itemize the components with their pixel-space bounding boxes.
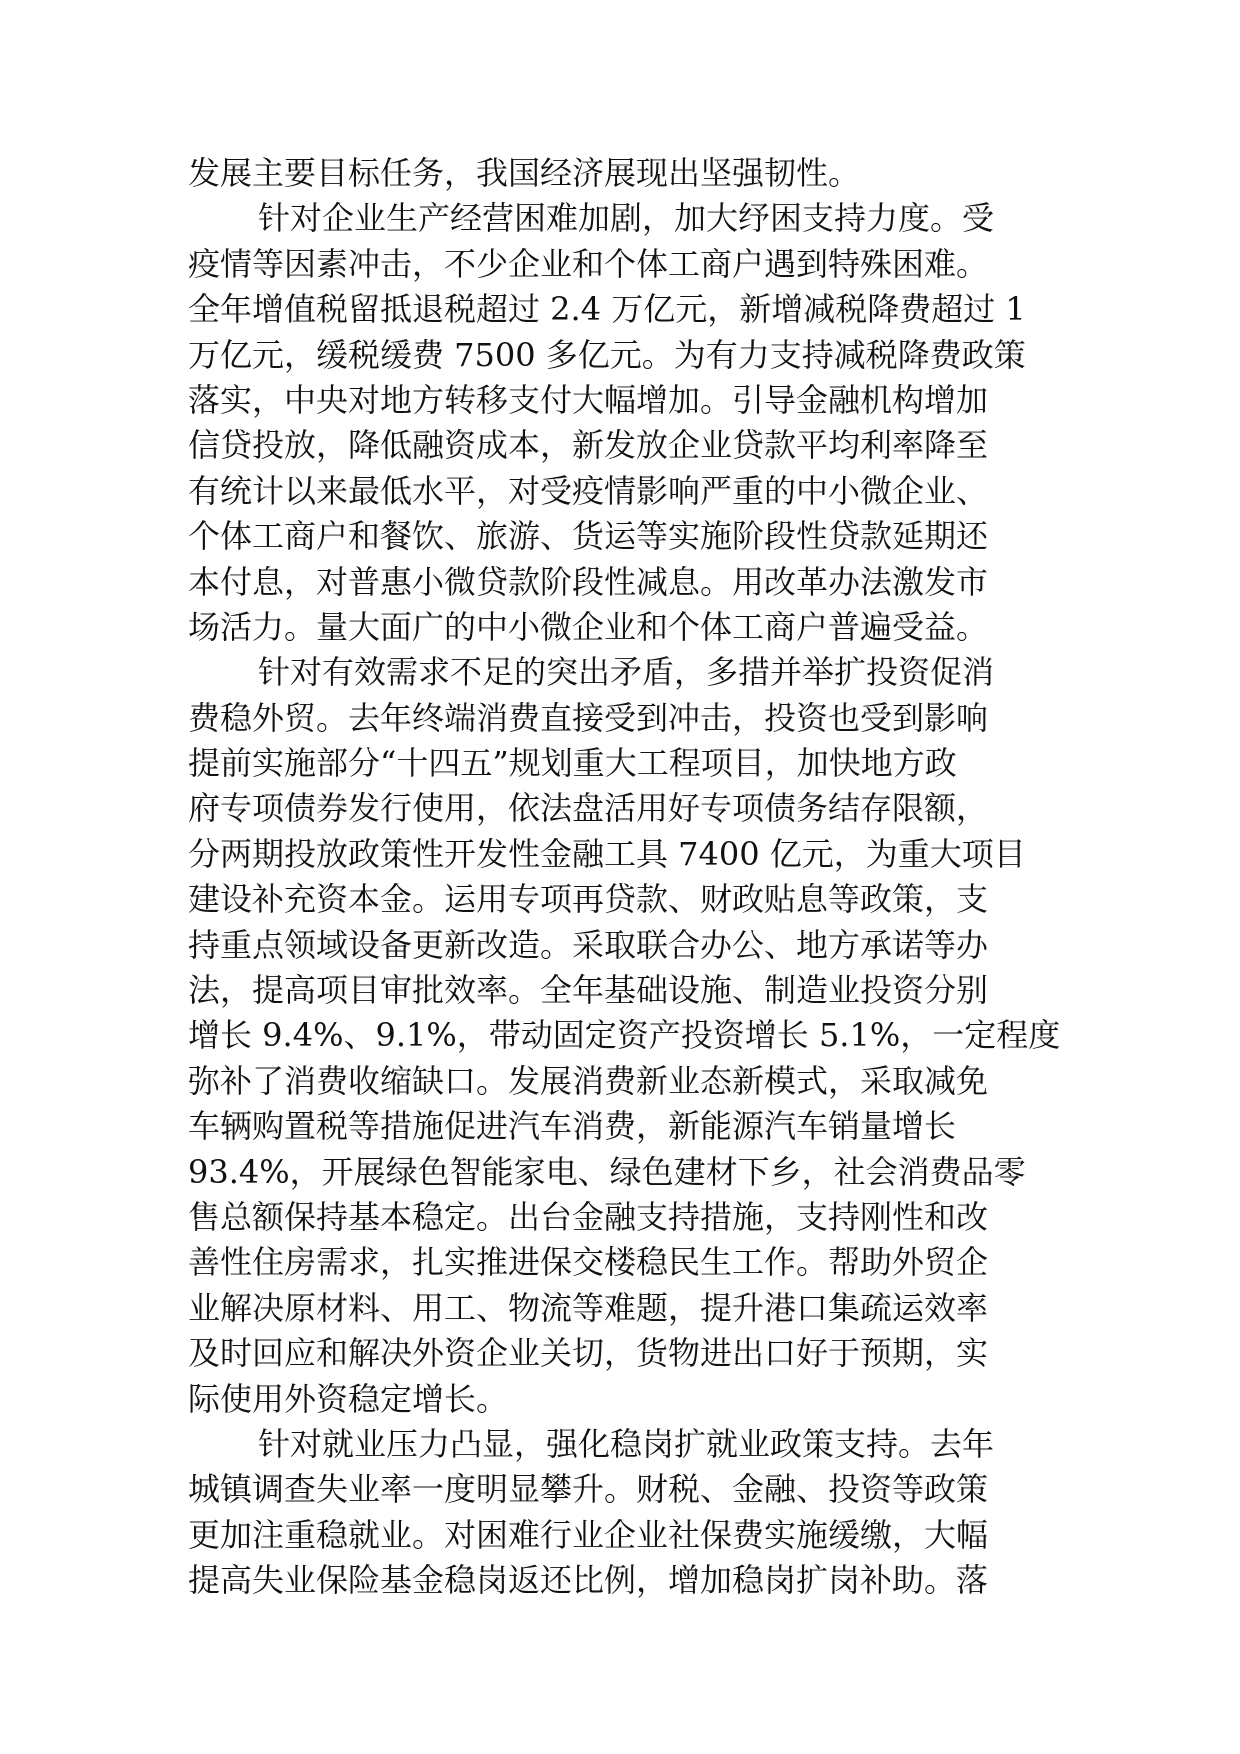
text-line: 发展主要目标任务，我国经济展现出坚强韧性。	[188, 154, 861, 192]
text-line: 增长 9.4%、9.1%，带动固定资产投资增长 5.1%，一定程度	[188, 1016, 1061, 1055]
text-line: 93.4%，开展绿色智能家电、绿色建材下乡，社会消费品零	[188, 1152, 1026, 1191]
paragraph-first-line: 针对企业生产经营困难加剧，加大纾困支持力度。受	[258, 199, 995, 238]
text-line: 落实，中央对地方转移支付大幅增加。引导金融机构增加	[188, 380, 989, 419]
text-line: 及时回应和解决外资企业关切，货物进出口好于预期，实	[188, 1334, 989, 1373]
text-line: 本付息，对普惠小微贷款阶段性减息。用改革办法激发市	[188, 562, 989, 601]
text-line: 业解决原材料、用工、物流等难题，提升港口集疏运效率	[188, 1288, 989, 1327]
text-line: 售总额保持基本稳定。出台金融支持措施，支持刚性和改	[188, 1197, 989, 1236]
text-line: 费稳外贸。去年终端消费直接受到冲击，投资也受到影响	[188, 698, 989, 737]
text-line: 分两期投放政策性开发性金融工具 7400 亿元，为重大项目	[188, 834, 1026, 873]
text-line: 场活力。量大面广的中小微企业和个体工商户普遍受益。	[188, 607, 989, 646]
text-line: 府专项债券发行使用，依法盘活用好专项债务结存限额，	[188, 789, 989, 828]
text-line: 有统计以来最低水平，对受疫情影响严重的中小微企业、	[188, 471, 989, 510]
text-line: 全年增值税留抵退税超过 2.4 万亿元，新增减税降费超过 1	[188, 290, 1026, 329]
text-line: 建设补充资本金。运用专项再贷款、财政贴息等政策，支	[188, 880, 989, 919]
text-line: 更加注重稳就业。对困难行业企业社保费实施缓缴，大幅	[188, 1515, 989, 1554]
text-line: 个体工商户和餐饮、旅游、货运等实施阶段性贷款延期还	[188, 517, 989, 556]
text-line: 万亿元，缓税缓费 7500 多亿元。为有力支持减税降费政策	[188, 335, 1026, 374]
paragraph-first-line: 针对有效需求不足的突出矛盾，多措并举扩投资促消	[258, 653, 995, 692]
text-line: 信贷投放，降低融资成本，新发放企业贷款平均利率降至	[188, 426, 989, 465]
text-line: 提高失业保险基金稳岗返还比例，增加稳岗扩岗补助。落	[188, 1561, 989, 1600]
paragraph-first-line: 针对就业压力凸显，强化稳岗扩就业政策支持。去年	[258, 1424, 995, 1463]
text-line: 疫情等因素冲击，不少企业和个体工商户遇到特殊困难。	[188, 244, 989, 283]
text-line: 弥补了消费收缩缺口。发展消费新业态新模式，采取减免	[188, 1061, 989, 1100]
text-line: 城镇调查失业率一度明显攀升。财税、金融、投资等政策	[188, 1470, 989, 1509]
text-line: 际使用外资稳定增长。	[188, 1379, 509, 1418]
text-line: 善性住房需求，扎实推进保交楼稳民生工作。帮助外贸企	[188, 1243, 989, 1282]
text-line: 法，提高项目审批效率。全年基础设施、制造业投资分别	[188, 971, 989, 1010]
body-text	[188, 151, 1061, 1604]
text-line: 车辆购置税等措施促进汽车消费，新能源汽车销量增长	[188, 1107, 957, 1146]
text-line: 持重点领域设备更新改造。采取联合办公、地方承诺等办	[188, 925, 989, 964]
text-line: 提前实施部分“十四五”规划重大工程项目，加快地方政	[188, 744, 957, 783]
